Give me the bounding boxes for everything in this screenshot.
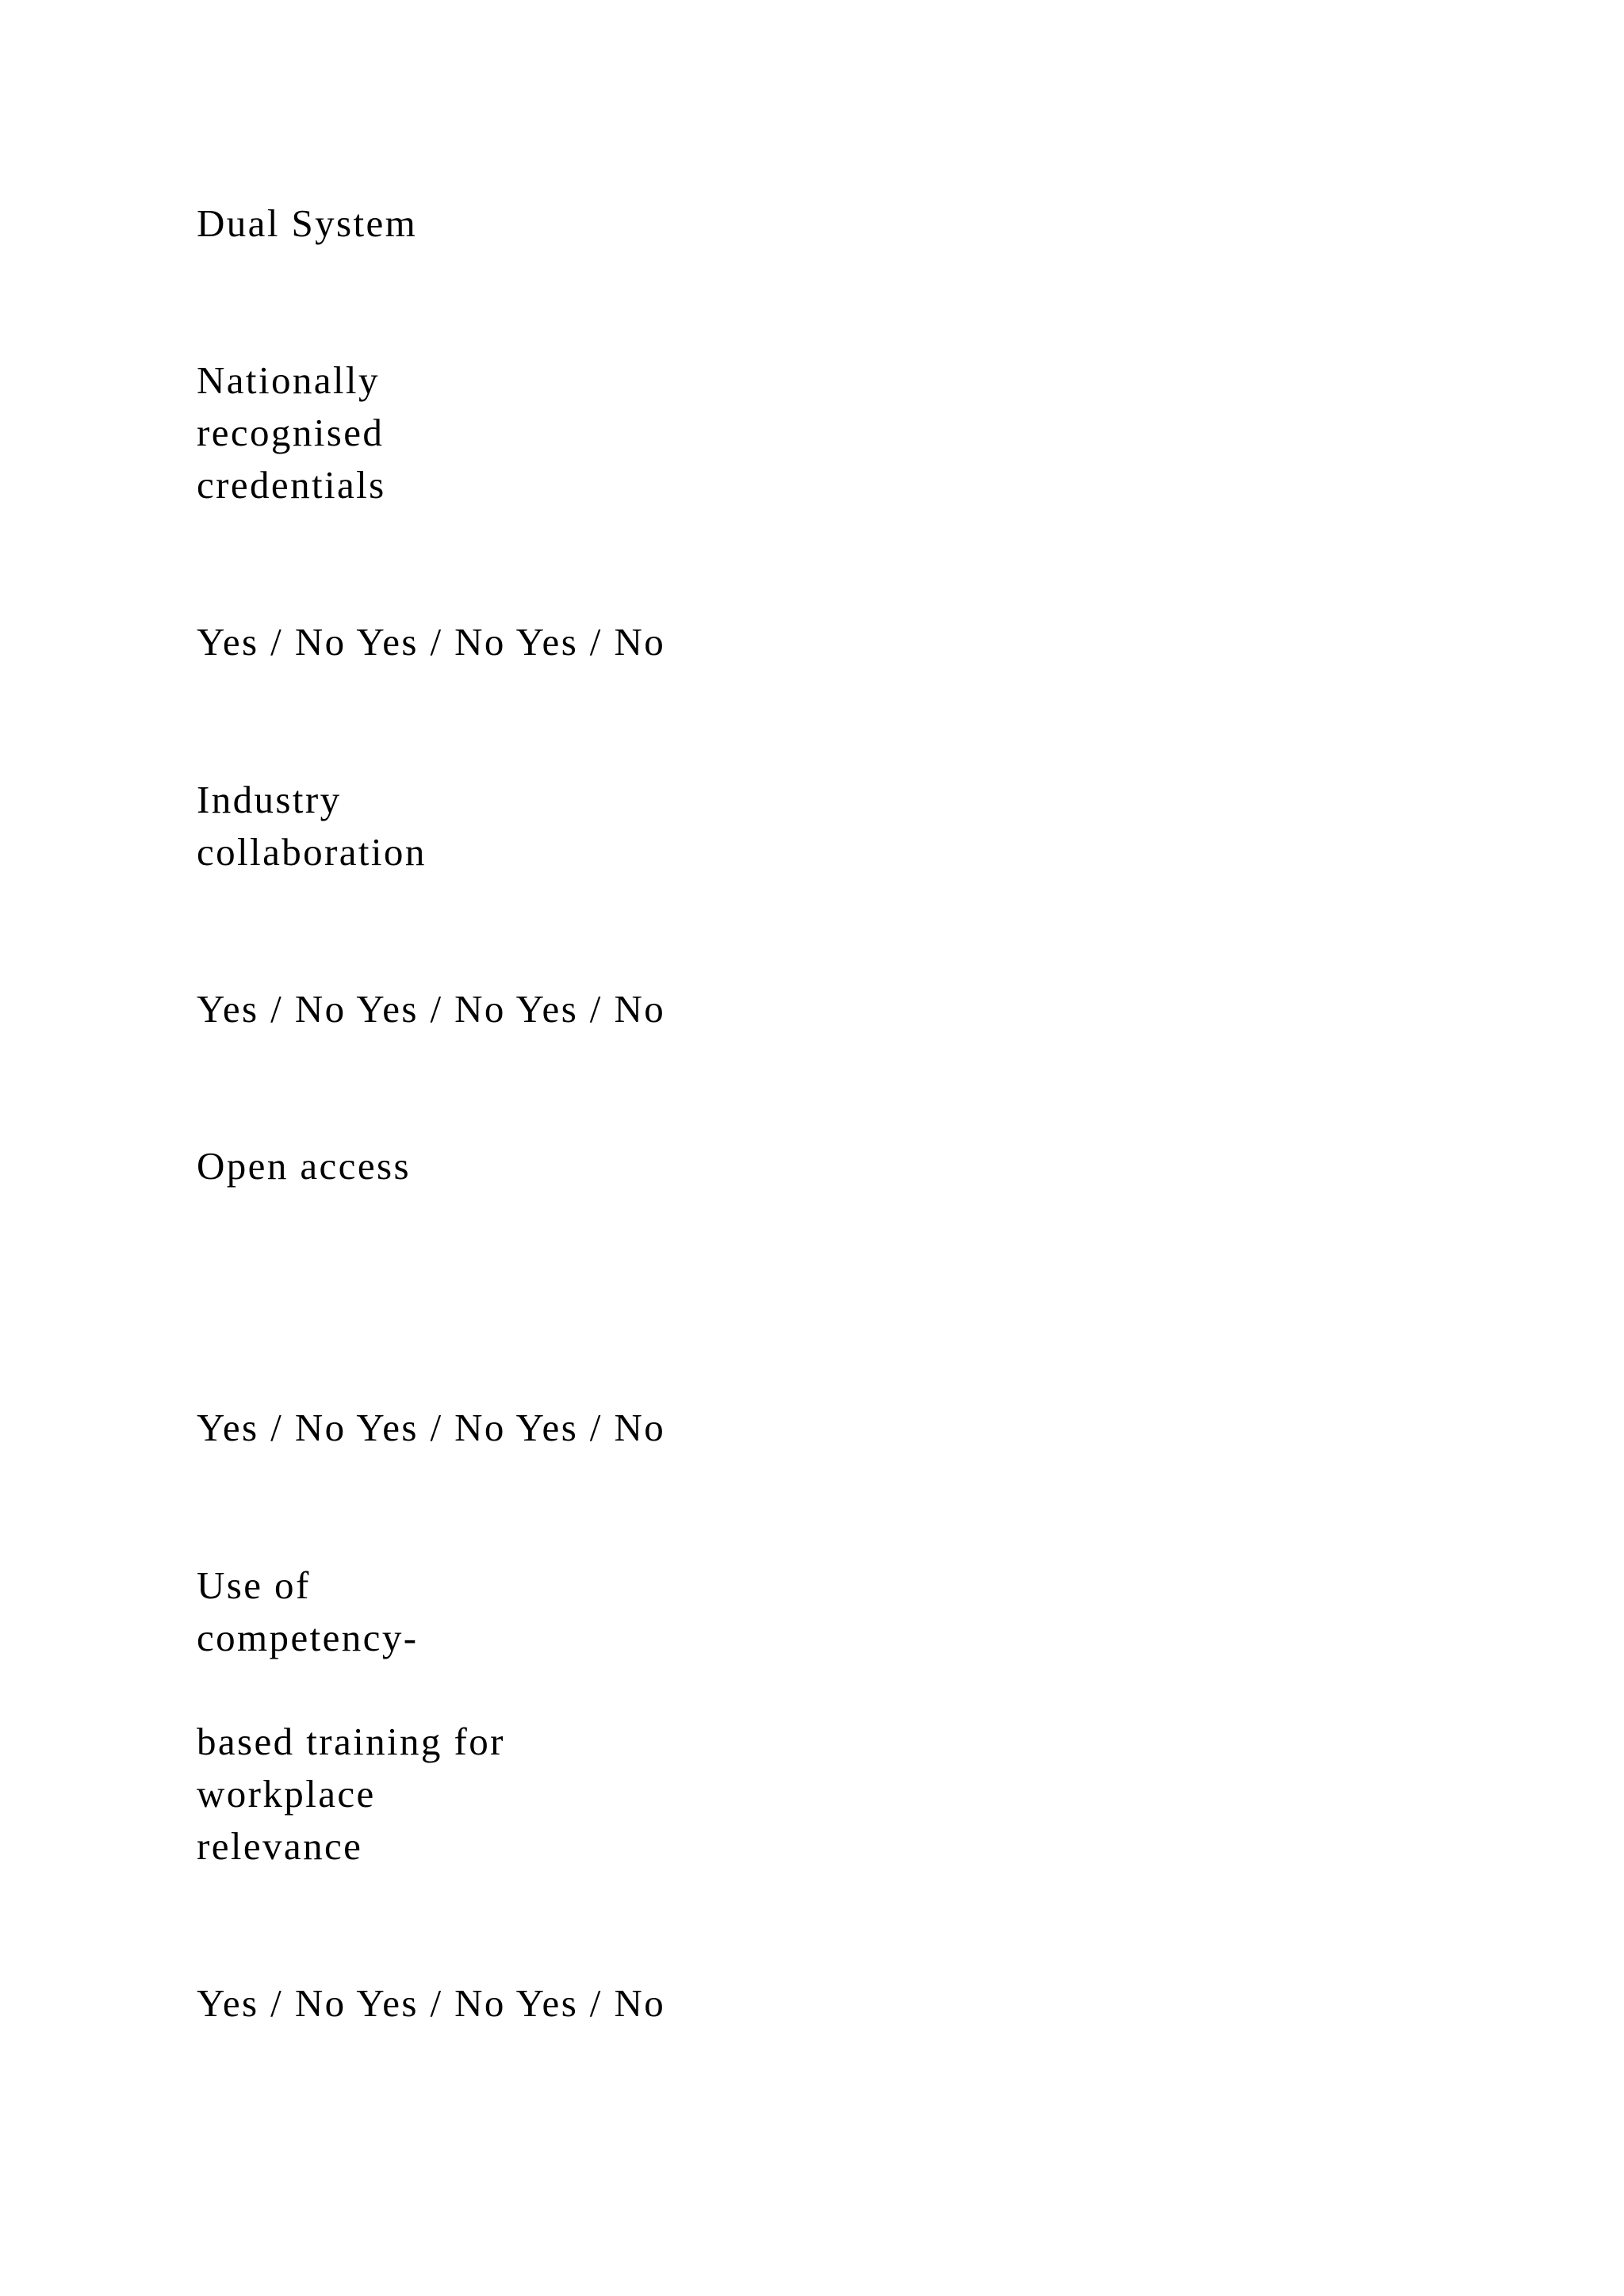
- criterion-label-line: recognised: [197, 411, 385, 454]
- yes-no-options: Yes / No Yes / No Yes / No: [197, 987, 666, 1031]
- yes-no-options: Yes / No Yes / No Yes / No: [197, 620, 666, 664]
- criterion-label-line: Nationally: [197, 358, 380, 402]
- yes-no-options: Yes / No Yes / No Yes / No: [197, 1981, 666, 2025]
- yes-no-options: Yes / No Yes / No Yes / No: [197, 1406, 666, 1449]
- criterion-label-line: collaboration: [197, 830, 427, 874]
- criterion-label-line: credentials: [197, 463, 386, 507]
- criterion-label-line: Open access: [197, 1144, 411, 1188]
- criterion-label-line: competency-: [197, 1616, 419, 1659]
- criterion-label-line: relevance: [197, 1824, 363, 1868]
- criterion-label-line: Use of: [197, 1563, 311, 1607]
- criterion-label-line: Industry: [197, 778, 342, 821]
- criterion-label-line: based training for: [197, 1720, 505, 1763]
- heading-dual-system: Dual System: [197, 201, 418, 245]
- criterion-label-line: workplace: [197, 1772, 376, 1816]
